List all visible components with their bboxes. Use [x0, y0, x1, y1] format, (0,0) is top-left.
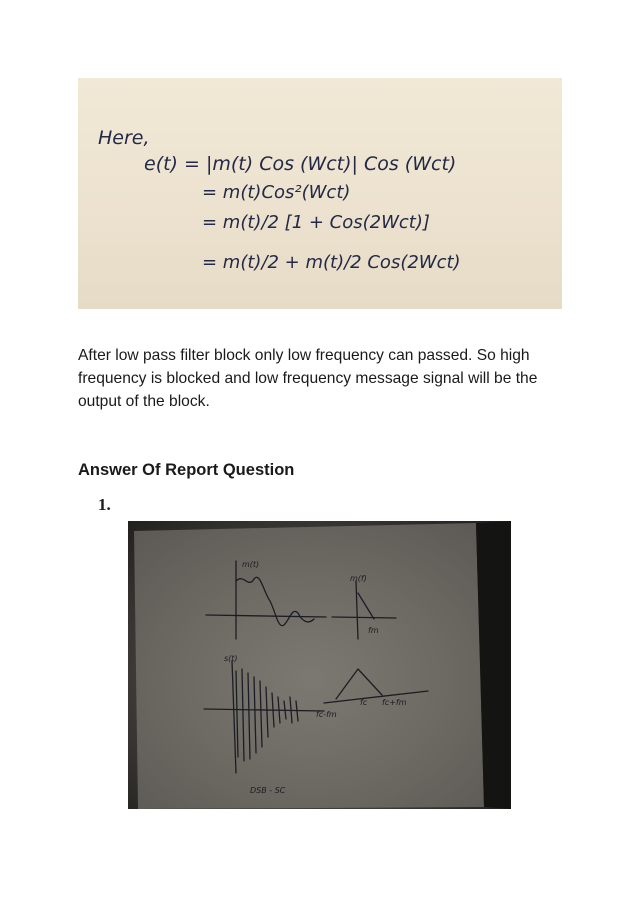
label-mf: m(f) [350, 574, 367, 583]
eq-line-1: e(t) = |m(t) Cos (Wct)| Cos (Wct) [144, 153, 457, 175]
label-fc-plus-fm: fc+fm [382, 698, 407, 707]
eq-line-2: = m(t)Cos²(Wct) [202, 182, 351, 203]
handwritten-equations [78, 78, 562, 309]
equation-photo [78, 78, 562, 309]
section-heading: Answer Of Report Question [78, 461, 295, 479]
label-fc: fc [360, 698, 368, 707]
dsb-sc-sketch [128, 521, 511, 809]
eq-line-3: = m(t)/2 [1 + Cos(2Wct)] [202, 212, 430, 233]
eq-line-4: = m(t)/2 + m(t)/2 Cos(2Wct) [202, 252, 461, 273]
body-paragraph: After low pass filter block only low frequency can passed. So high frequency is blocked and low frequency message signal will be the output of the block. [78, 347, 538, 410]
caption-dsb-sc: DSB - SC [250, 786, 286, 795]
eq-line-here: Here, [98, 127, 150, 149]
item-number: 1. [98, 495, 111, 514]
label-fm: fm [368, 626, 379, 635]
paper-sheet [134, 523, 484, 809]
label-mt: m(t) [242, 560, 260, 569]
label-st: s(t) [224, 654, 238, 663]
sketch-photo [128, 521, 511, 809]
label-fc-minus-fm: fc-fm [316, 710, 337, 719]
